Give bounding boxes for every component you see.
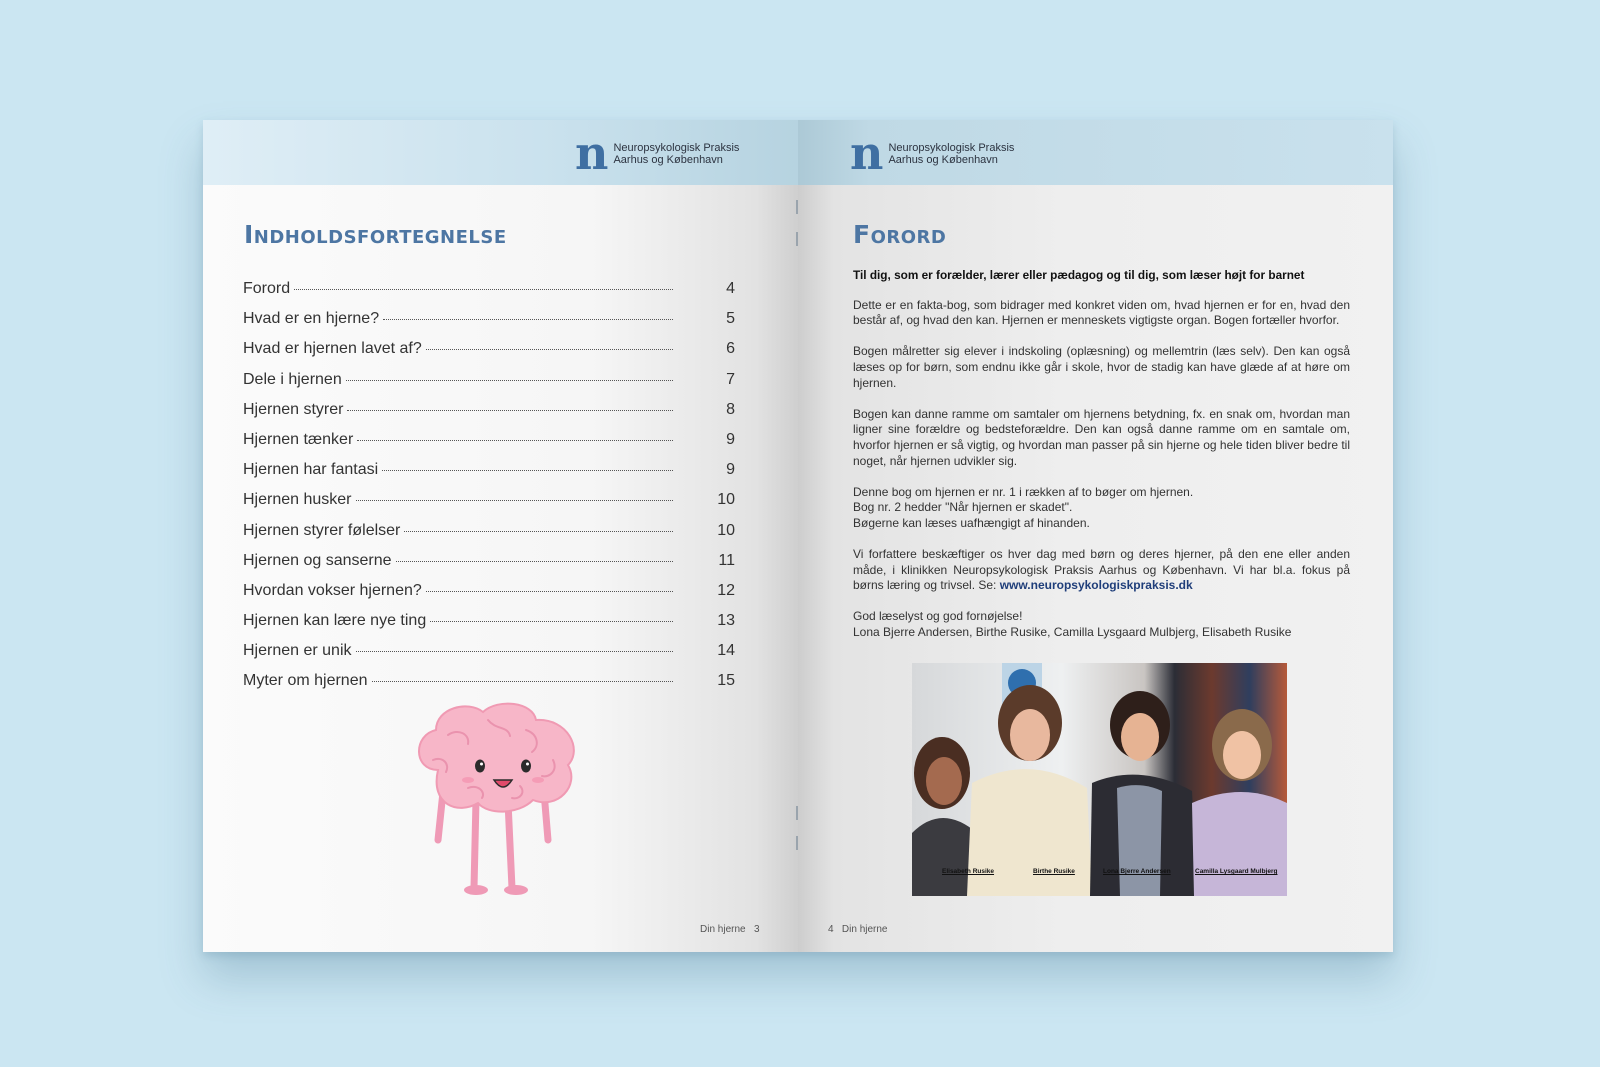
brand-n-icon: n: [850, 126, 884, 180]
brand-line1: Neuropsykologisk Praksis: [888, 142, 1015, 154]
left-page: [203, 120, 798, 952]
foreword-paragraph: [853, 547, 1350, 594]
foreword-title: Forord: [853, 220, 947, 249]
toc-entry[interactable]: [243, 401, 735, 431]
photo-caption: Birthe Rusike: [1033, 868, 1075, 875]
toc-entry[interactable]: [243, 582, 735, 612]
toc-entry-label: Hjernen tænker: [243, 430, 354, 448]
toc-entry-page: 5: [726, 310, 735, 328]
toc-entry[interactable]: [243, 642, 735, 672]
toc-title: Indholdsfortegnelse: [244, 220, 507, 249]
toc-leader-dots: [346, 379, 673, 381]
foreword-paragraph-text: Vi forfattere beskæftiger os hver dag med børn og deres hjerner, på den ene eller anden måde, i klinikken Neuropsykologisk Praksis Aarhus og København. Vi har bl.a. fokus på børns læring og trivsel. Se:: [853, 547, 1350, 593]
toc-entry[interactable]: [243, 672, 735, 702]
toc-entry[interactable]: [243, 612, 735, 642]
toc-entry[interactable]: [243, 280, 735, 310]
right-folio: [828, 924, 888, 935]
foreword-paragraph: Bog nr. 2 hedder "Når hjernen er skadet".: [853, 500, 1073, 515]
toc-leader-dots: [426, 590, 673, 592]
foreword-paragraph: Bogen kan danne ramme om samtaler om hjernens betydning, fx. en snak om, hvordan man ligner sine forældre og bedsteforældre. Den kan også danne ramme om en samtale om, hvorfor hjernen er så vigtig, og hvordan man passer på sin hjerne og hele tiden bliver bedre til noget, når hjernen udvikler sig.: [853, 406, 1350, 468]
toc-entry-label: Hjernen er unik: [243, 642, 352, 660]
website-link[interactable]: www.neuropsykologiskpraksis.dk: [999, 578, 1193, 593]
foreword-paragraph: Dette er en fakta-bog, som bidrager med konkret viden om, hvad hjernen er for en, hvad den består af, og hvad den kan. Hjernen er menneskets vigtigste organ. Bogen fortæller hvorfor.: [853, 297, 1350, 328]
toc-entry-label: Hjernen husker: [243, 491, 352, 509]
brand-line1: Neuropsykologisk Praksis: [613, 142, 740, 154]
page-number: 4: [828, 924, 834, 935]
photo-caption: Elisabeth Rusike: [942, 868, 995, 875]
toc-leader-dots: [356, 499, 674, 501]
brand-n-icon: n: [575, 126, 609, 180]
toc-entry-label: Hjernen kan lære nye ting: [243, 612, 427, 630]
table-of-contents: [243, 280, 735, 703]
toc-leader-dots: [430, 620, 673, 622]
toc-entry-page: 13: [717, 612, 735, 630]
toc-leader-dots: [357, 439, 673, 441]
toc-leader-dots: [383, 318, 673, 320]
right-page: [798, 120, 1393, 952]
foreword-paragraph: Bogen målretter sig elever i indskoling (oplæsning) og mellemtrin (læs selv). Den kan også læses op for børn, som endnu ikke går i skole, hvor de stadig kan have glæde af at høre om hjernen.: [853, 344, 1350, 390]
toc-entry-page: 10: [717, 491, 735, 509]
toc-entry[interactable]: [243, 461, 735, 491]
toc-entry-page: 6: [726, 340, 735, 358]
foreword-body: [853, 268, 1350, 656]
toc-entry-label: Forord: [243, 280, 291, 297]
toc-entry-page: 12: [717, 581, 735, 599]
toc-entry-label: Hjernen har fantasi: [243, 461, 379, 479]
toc-entry-label: Hjernen styrer følelser: [243, 521, 401, 539]
brand-line2: Aarhus og København: [888, 154, 998, 166]
toc-leader-dots: [347, 409, 673, 411]
photo-caption: Lona Bjerre Andersen: [1103, 868, 1171, 875]
toc-entry-page: 7: [726, 370, 735, 388]
toc-entry-page: 15: [717, 672, 735, 690]
toc-entry-label: Dele i hjernen: [243, 370, 342, 388]
toc-entry[interactable]: [243, 491, 735, 521]
toc-entry-label: Hvad er hjernen lavet af?: [243, 340, 422, 358]
toc-entry-page: 11: [718, 551, 735, 569]
toc-entry-label: Hvad er en hjerne?: [243, 310, 380, 328]
toc-leader-dots: [426, 348, 673, 350]
left-folio: [700, 924, 760, 935]
toc-leader-dots: [382, 469, 673, 471]
toc-entry-label: Hjernen styrer: [243, 400, 344, 418]
brand-logo: [575, 126, 740, 180]
toc-entry-label: Hvordan vokser hjernen?: [243, 581, 422, 599]
folio-text: Din hjerne: [700, 924, 746, 935]
brand-logo: [850, 126, 1015, 180]
toc-leader-dots: [396, 560, 673, 562]
cartoon-brain-icon: [408, 700, 583, 905]
toc-entry[interactable]: [243, 310, 735, 340]
left-header-band: [203, 120, 798, 185]
toc-leader-dots: [372, 680, 674, 682]
foreword-paragraph: Bøgerne kan læses uafhængigt af hinanden.: [853, 515, 1090, 530]
toc-leader-dots: [404, 530, 673, 532]
toc-entry-page: 4: [726, 280, 735, 297]
page-number: 3: [753, 924, 760, 935]
toc-entry-page: 10: [717, 521, 735, 539]
toc-entry[interactable]: [243, 340, 735, 370]
toc-entry-label: Myter om hjernen: [243, 672, 368, 690]
toc-entry[interactable]: [243, 552, 735, 582]
toc-entry-page: 9: [726, 461, 735, 479]
foreword-paragraph: Denne bog om hjernen er nr. 1 i rækken af to bøger om hjernen.: [853, 484, 1194, 499]
open-booklet: [203, 120, 1393, 952]
toc-entry[interactable]: [243, 522, 735, 552]
toc-entry[interactable]: [243, 371, 735, 401]
toc-entry-page: 9: [726, 430, 735, 448]
brand-line2: Aarhus og København: [613, 154, 723, 166]
right-header-band: [798, 120, 1393, 185]
photo-caption: Camilla Lysgaard Mulbjerg: [1195, 868, 1278, 875]
authors: Lona Bjerre Andersen, Birthe Rusike, Camilla Lysgaard Mulbjerg, Elisabeth Rusike: [853, 625, 1292, 640]
toc-entry[interactable]: [243, 431, 735, 461]
sign-off: God læselyst og god fornøjelse!: [853, 609, 1023, 624]
folio-text: Din hjerne: [841, 924, 888, 935]
toc-entry-page: 8: [726, 400, 735, 418]
authors-photo: [912, 663, 1287, 896]
toc-entry-page: 14: [717, 642, 735, 660]
toc-leader-dots: [294, 288, 673, 290]
toc-entry-label: Hjernen og sanserne: [243, 551, 392, 569]
foreword-lead: Til dig, som er forælder, lærer eller pædagog og til dig, som læser højt for barnet: [853, 268, 1305, 282]
photo-illustration: [912, 663, 1287, 896]
toc-leader-dots: [356, 650, 674, 652]
